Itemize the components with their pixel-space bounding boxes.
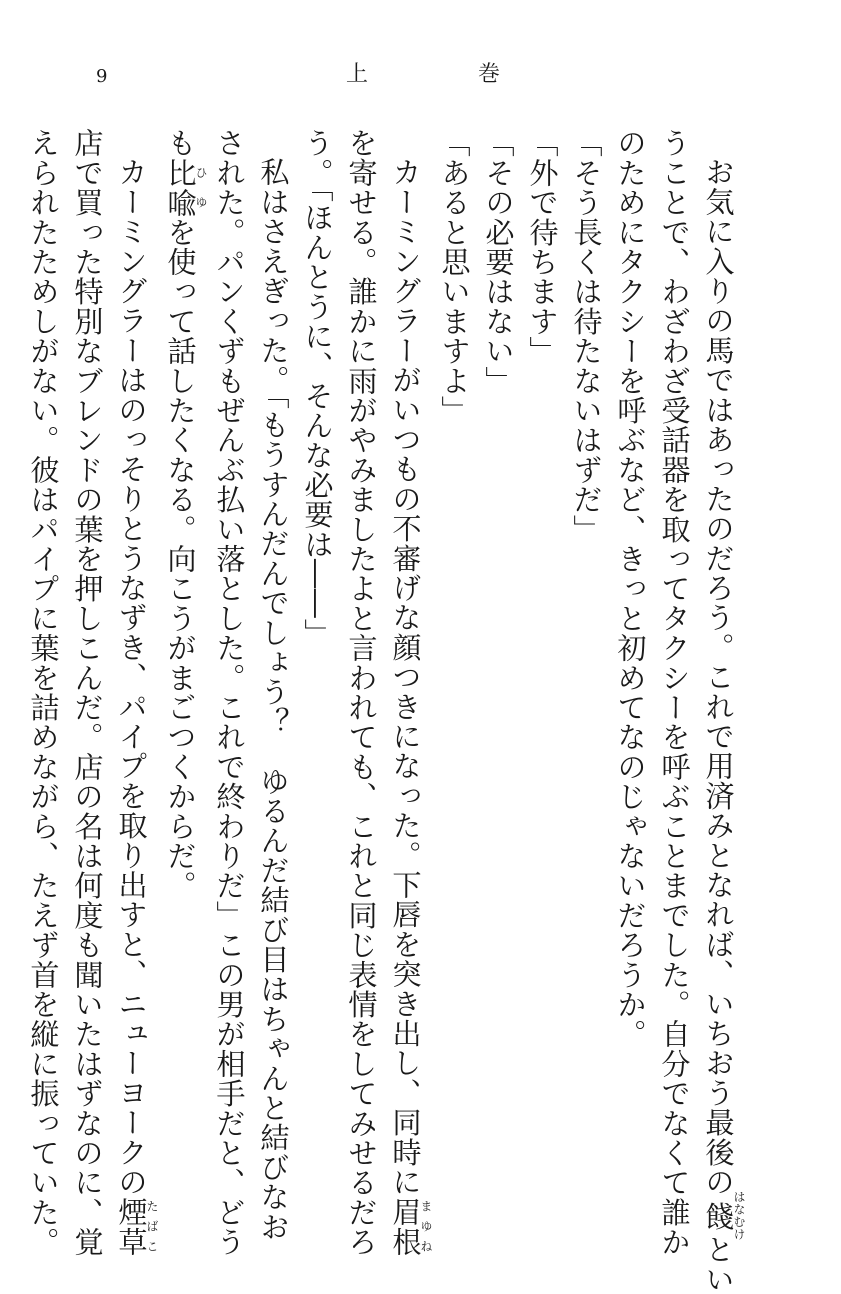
text-line-7: 「あると思いますよ」 (437, 128, 471, 425)
text-line-13: も比喩ひゆを使って話したくなる。向こうがまごつくからだ。 (163, 128, 208, 901)
text-line-8: カーミングラーがいつもの不審げな顔つきになった。下唇を突き出し、同時に眉根まゆね (388, 157, 433, 1257)
page-number: 9 (96, 66, 108, 87)
text-line-5: 「外で待ちます」 (525, 128, 559, 366)
text-line-4: 「そう長くは待たないはずだ」 (569, 128, 603, 544)
text-line-6: 「その必要はない」 (481, 128, 515, 396)
text-line-2: うことで、わざわざ受話器を取ってタクシーを呼ぶことまでした。自分でなくて誰か (657, 128, 691, 1257)
text-line-9: を寄せる。誰かに雨がやみましたよと言われても、これと同じ表情をしてみせるだろ (344, 128, 378, 1257)
vertical-body-text (21, 128, 746, 1294)
text-line-10: う。「ほんとうに、そんな必要は――」 (300, 128, 334, 648)
text-line-15: 店で買った特別なブレンドの葉を押しこんだ。店の名は何度も聞いたはずなのに、覚 (70, 128, 104, 1257)
text-line-12: された。パンくずもぜんぶ払い落とした。これで終わりだ」この男が相手だと、どう (212, 128, 246, 1257)
text-line-11: 私はさえぎった。「もうすんだんでしょう？ ゆるんだ結び目はちゃんと結びなお (256, 157, 290, 1242)
ruby-hanamuke: 餞はなむけ (701, 1190, 746, 1241)
text-line-16: えられたためしがない。彼はパイプに葉を詰めながら、たえず首を縦に振っていた。 (26, 128, 60, 1257)
ruby-tabako: 煙草たばこ (114, 1196, 159, 1257)
ruby-hiyu: 比喩ひゆ (163, 157, 208, 218)
text-line-14: カーミングラーはのっそりとうなずき、パイプを取り出すと、ニューヨークの煙草たばこ (114, 157, 159, 1257)
text-line-1: お気に入りの馬ではあったのだろう。これで用済みとなれば、いちおう最後の餞はなむけとい (701, 157, 746, 1294)
text-line-3: のためにタクシーを呼ぶなど、きっと初めてなのじゃないだろうか。 (613, 128, 647, 1049)
ruby-mayune: 眉根まゆね (388, 1196, 433, 1257)
volume-label-upper: 上 (346, 62, 369, 87)
volume-label-volume: 巻 (478, 62, 501, 87)
